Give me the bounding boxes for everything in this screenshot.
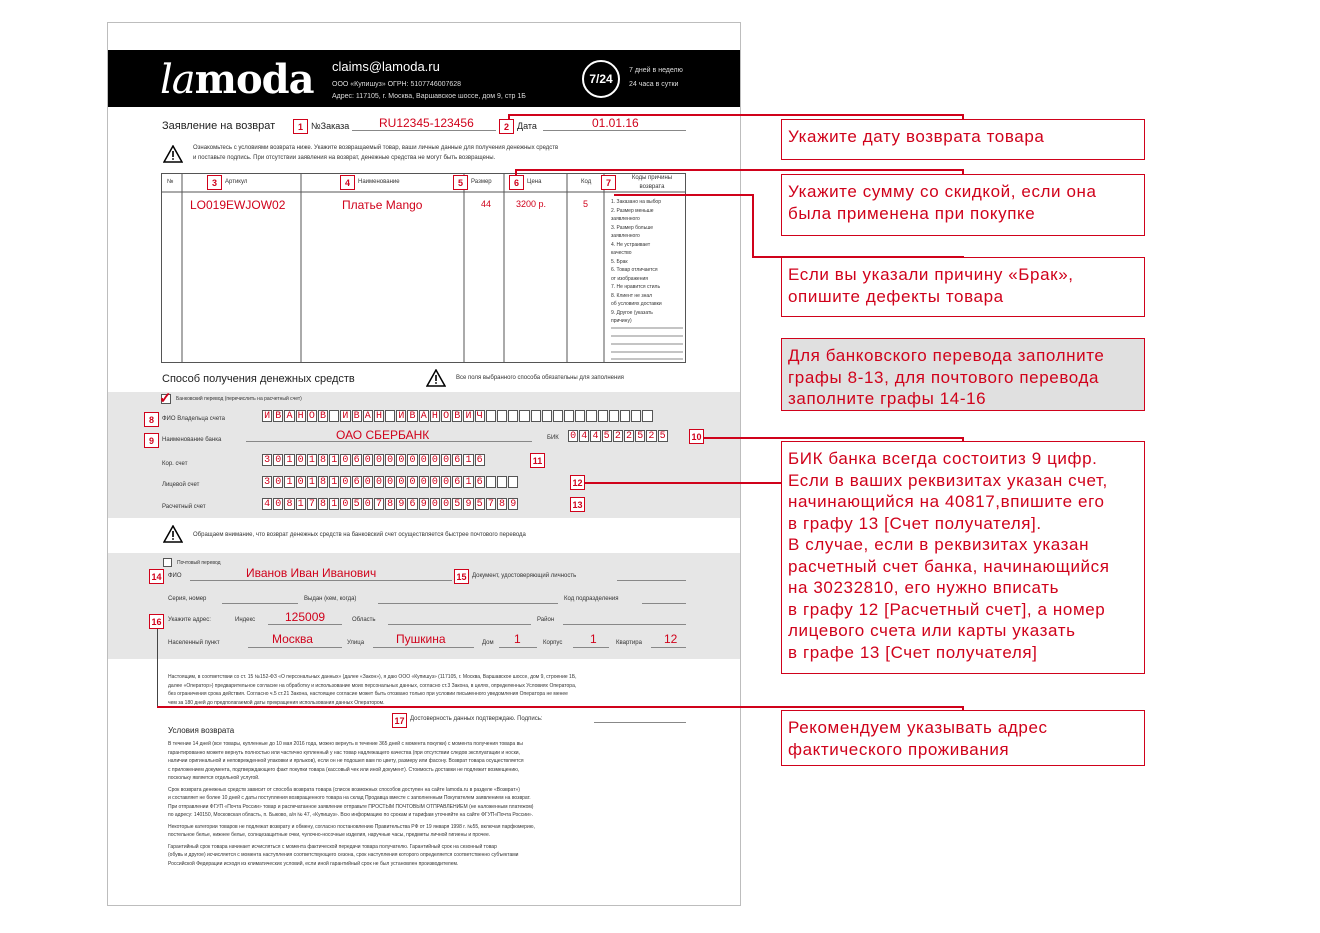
digit-cell[interactable]: 6 [452,454,462,466]
callout-address: Рекомендуем указывать адрес фактического проживания [781,710,1145,766]
marker-5: 5 [453,175,468,190]
marker-3: 3 [207,175,222,190]
notice-line-1: Ознакомьтесь с условиями возврата ниже. Укажите возвращаемый товар, ваши личные данные для получения денежных средств [193,145,559,151]
digit-cell[interactable]: И [463,410,473,422]
building-label: Корпус [543,640,563,646]
date-label: Дата [517,121,537,131]
reason-item: 4. Не устраивает [611,241,651,248]
post-fio-value[interactable]: Иванов Иван Иванович [246,566,377,580]
payment-note: Все поля выбранного способа обязательны для заполнения [456,375,624,381]
digit-cell[interactable] [508,410,518,422]
digit-cell[interactable]: 0 [441,476,451,488]
digit-cell[interactable] [329,410,339,422]
digit-cell[interactable]: 7 [374,498,384,510]
digit-cell[interactable]: 0 [441,498,451,510]
digit-cell[interactable]: В [452,410,462,422]
marker-13: 13 [570,497,585,512]
digit-cell[interactable]: О [441,410,451,422]
row-code[interactable]: 5 [583,199,589,209]
digit-cell[interactable]: 9 [419,498,429,510]
digit-cell[interactable]: 0 [385,476,395,488]
digit-cell[interactable]: 0 [419,454,429,466]
reason-codes-list [611,198,662,326]
digit-cell[interactable]: Ч [475,410,485,422]
digit-cell[interactable]: 1 [329,476,339,488]
company-address: Адрес: 117105, г. Москва, Варшавское шоссе, дом 9, стр 1Б [332,93,526,100]
col-name: Наименование [358,179,400,185]
settlement-account-cells[interactable] [262,498,519,510]
digit-cell[interactable]: Н [374,410,384,422]
postal-transfer-checkbox[interactable] [163,558,172,567]
digit-cell[interactable]: 6 [407,498,417,510]
claims-email: claims@lamoda.ru [332,59,440,74]
warning-icon [163,525,183,543]
issued-label: Выдан (кем, когда) [304,596,357,602]
digit-cell[interactable]: В [352,410,362,422]
digit-cell[interactable]: 4 [590,430,600,442]
callout-date: Укажите дату возврата товара [781,119,1145,160]
marker-17: 17 [392,713,407,728]
condition-line: Срок возврата денежных средств зависит от способа возврата товара (список возможных способов доступен на сайте lamoda.ru в разделе «Возврат») [168,786,520,793]
reason-item: 2. Размер меньше [611,207,654,214]
reason-item: 8. Клиент не знал [611,292,653,299]
digit-cell[interactable]: 5 [452,498,462,510]
corr-account-label: Кор. счет [162,461,188,467]
condition-line: Российской Федерации исходя из климатических условий, если иной гарантийный срок не был установлен производителем. [168,860,459,867]
digit-cell[interactable]: 0 [430,476,440,488]
digit-cell[interactable]: 0 [430,454,440,466]
digit-cell[interactable]: 0 [385,454,395,466]
consent-text: Настоящим, в соответствии со ст. 15 №152-ФЗ «О персональных данных» (далее «Закон»), я даю ООО «Купишуз» (117105, г. Москва, Варшавское шоссе, дом 9, строение 1Б, далее «Оператор») предварительное согласие на обработку и использование моих персональных данных, согласно ст.3 Закона, в целях, определенных Условиях Оператора, без ограничения срока действия. Согласно ч.5 ст.21 Закона, настоящее согласие может быть отозвано только при условии письменного уведомления Оператора не менее чем за 180 дней до предполагаемой даты прекращения использования данных Оператором. [168,674,577,706]
marker-10: 10 [689,429,704,444]
col-article: Артикул [225,179,248,185]
digit-cell[interactable] [575,410,585,422]
digit-cell[interactable]: 3 [262,454,272,466]
digit-cell[interactable]: 1 [296,498,306,510]
order-label: №Заказа [311,121,350,131]
digit-cell[interactable]: 0 [296,476,306,488]
callout-defect: Если вы указали причину «Брак», опишите дефекты товара [781,257,1145,317]
marker-15: 15 [454,569,469,584]
personal-account-cells[interactable] [262,476,519,488]
settlement-account-label: Расчетный счет [162,504,206,510]
digit-cell[interactable]: 0 [273,476,283,488]
digit-cell[interactable]: 0 [273,454,283,466]
digit-cell[interactable] [553,410,563,422]
marker-7: 7 [601,175,616,190]
digit-cell[interactable]: 6 [475,476,485,488]
digit-cell[interactable]: И [340,410,350,422]
condition-line: поскольку является отдельной услугой. [168,775,260,781]
digit-cell[interactable]: 1 [284,476,294,488]
digit-cell[interactable]: 7 [486,498,496,510]
digit-cell[interactable]: 0 [419,476,429,488]
return-conditions-text [168,740,535,868]
condition-line: по адресу: 140150, Московская область, п. Быково, а/я № 47, «Купишуз». Всю информацию по срокам и тарифам уточняйте на сайте ФГУП«Почта России». [168,812,534,818]
row-article[interactable]: LO019EWJOW02 [190,198,286,212]
reason-item: 5. Брак [611,258,628,265]
digit-cell[interactable]: 0 [430,498,440,510]
digit-cell[interactable]: 1 [463,476,473,488]
digit-cell[interactable]: 5 [352,498,362,510]
digit-cell[interactable]: 0 [363,476,373,488]
reason-item: 9. Другое (указать [611,309,653,316]
row-name[interactable]: Платье Mango [342,198,423,212]
marker-1: 1 [293,119,308,134]
bank-transfer-label: Банковский перевод (перечислить на расчетный счет) [176,396,302,402]
digit-cell[interactable] [497,410,507,422]
digit-cell[interactable] [531,410,541,422]
condition-line: гарантированно можете вернуть полностью или частично купленный у нас товар надлежащего качества (при отсутствии следов эксплуатации и носки, [168,749,520,756]
reason-item: заявленного [611,216,640,222]
badge-line-2: 24 часа в сутки [629,81,679,88]
digit-cell[interactable] [497,476,507,488]
digit-cell[interactable] [642,410,652,422]
digit-cell[interactable]: 8 [284,498,294,510]
reason-item: 3. Размер больше [611,224,653,231]
col-reason: Коды причины возврата [631,175,673,190]
condition-line: с приложением документа, подтверждающего факт покупки товара (кассовый чек или иной документ). Стоимость доставки не подлежит возмещению, [168,766,520,773]
flat-label: Квартира [616,640,642,646]
marker-6: 6 [509,175,524,190]
digit-cell[interactable]: 0 [407,454,417,466]
digit-cell[interactable]: А [419,410,429,422]
digit-cell[interactable]: Н [296,410,306,422]
digit-cell[interactable]: 0 [296,454,306,466]
marker-16: 16 [149,614,164,629]
condition-line: и составляет не более 10 дней с даты поступления возвращенного товара на склад Продавца вместе с заполненным Покупателем заявлением на возврат. [168,795,531,801]
digit-cell[interactable]: 9 [508,498,518,510]
reason-item: 1. Заказано на выбор [611,199,661,205]
condition-line: Гарантийный срок товара начинает исчисляться с момента фактической передачи товара получателю. Гарантийный срок на сезонный товар [168,843,497,850]
row-size[interactable]: 44 [481,199,492,209]
digit-cell[interactable]: 6 [352,454,362,466]
digit-cell[interactable]: В [273,410,283,422]
reason-item: качество [611,250,632,256]
digit-cell[interactable]: 3 [262,476,272,488]
digit-cell[interactable]: 0 [407,476,417,488]
bank-check-mark: ✓ [159,390,172,407]
conditions-title: Условия возврата [168,726,235,735]
digit-cell[interactable]: 6 [475,454,485,466]
bank-name-value[interactable]: ОАО СБЕРБАНК [336,428,430,442]
digit-cell[interactable]: 0 [363,454,373,466]
digit-cell[interactable]: В [407,410,417,422]
digit-cell[interactable]: В [318,410,328,422]
digit-cell[interactable]: 8 [497,498,507,510]
street-value[interactable]: Пушкина [396,632,446,646]
city-label: Населенный пункт [168,640,220,646]
digit-cell[interactable]: 1 [284,454,294,466]
digit-cell[interactable]: 0 [340,476,350,488]
support-badge: 7/24 [582,60,620,98]
digit-cell[interactable] [564,410,574,422]
digit-cell[interactable]: 0 [441,454,451,466]
condition-line: При отправлении ФГУП «Почта России» товар и распечатанное заявление отправьте ПРОСТЫМ ПОЧТОВЫМ ОТПРАВЛЕНИЕМ (не наложенным платежом) [168,803,534,810]
street-label: Улица [347,640,365,646]
warning-icon [163,145,183,163]
callout-bik: БИК банка всегда состоитиз 9 цифр. Если в ваших реквизитах указан счет, начинающийся на 40817,впишите его в графу 13 [Счет получателя]. В случае, если в реквизитах указан расчетный счет банка, начинающийся на 30232810, его нужно вписать в графу 12 [Расчетный счет], а номер лицевого счета или карты указать в графе 13 [Счет получателя] [781,441,1145,674]
reason-item: причину) [611,318,632,324]
digit-cell[interactable]: Н [430,410,440,422]
marker-14: 14 [149,569,164,584]
col-number: № [167,179,174,185]
bik-label: БИК [547,435,559,441]
digit-cell[interactable]: 9 [463,498,473,510]
digit-cell[interactable]: 2 [613,430,623,442]
building-value[interactable]: 1 [590,632,597,646]
digit-cell[interactable]: 2 [624,430,634,442]
digit-cell[interactable] [598,410,608,422]
row-price[interactable]: 3200 р. [516,199,547,209]
digit-cell[interactable]: 4 [262,498,272,510]
personal-account-label: Лицевой счет [162,482,200,488]
payment-section-title: Способ получения денежных средств [162,373,355,385]
digit-cell[interactable] [609,410,619,422]
digit-cell[interactable]: 4 [579,430,589,442]
marker-9: 9 [144,433,159,448]
digit-cell[interactable]: А [284,410,294,422]
id-document-label: Документ, удостоверяющий личность [472,573,577,579]
digit-cell[interactable]: 8 [318,498,328,510]
digit-cell[interactable]: 0 [340,454,350,466]
condition-line: Некоторые категории товаров не подлежат возврату и обмену, согласно постановлению Правительства РФ от 19 января 1998 г. №55, включая парфюмерию, [168,823,535,830]
col-code: Код [581,179,592,185]
reason-item: заявленного [611,233,640,239]
digit-cell[interactable] [486,410,496,422]
bik-cells[interactable] [568,430,669,442]
marker-2: 2 [499,119,514,134]
bank-speed-note: Обращаем внимание, что возврат денежных средств на банковский счет осуществляется быстрее почтового перевода [193,532,526,538]
corr-account-cells[interactable] [262,454,486,466]
digit-cell[interactable]: 5 [475,498,485,510]
marker-12: 12 [570,475,585,490]
house-label: Дом [482,640,494,646]
digit-cell[interactable]: 6 [452,476,462,488]
condition-line: наличии оригинальной и неповрежденной упаковки и ярлыков), если он не подошел вам по цвету, размеру или фасону. Возврат товара осуществляется [168,758,524,764]
digit-cell[interactable]: О [307,410,317,422]
digit-cell[interactable]: И [396,410,406,422]
dept-code-label: Код подразделения [564,596,619,602]
callout-fields: Для банковского перевода заполните графы 8-13, для почтового перевода заполните графы 14-16 [781,338,1145,411]
digit-cell[interactable] [486,476,496,488]
digit-cell[interactable]: 0 [396,454,406,466]
post-fio-label: ФИО [168,573,182,579]
order-number-value[interactable]: RU12345-123456 [379,116,474,130]
digit-cell[interactable]: 8 [318,454,328,466]
date-value[interactable]: 01.01.16 [592,116,639,130]
reason-item: 6. Товар отличается [611,267,658,273]
digit-cell[interactable]: 1 [307,454,317,466]
digit-cell[interactable]: 0 [374,476,384,488]
form-title: Заявление на возврат [162,120,276,132]
bank-name-label: Наименование банка [162,437,222,443]
series-label: Серия, номер [168,596,207,602]
digit-cell[interactable] [519,410,529,422]
digit-cell[interactable] [508,476,518,488]
city-value[interactable]: Москва [272,632,313,646]
warning-icon [426,369,446,387]
digit-cell[interactable]: 6 [352,476,362,488]
digit-cell[interactable]: И [262,410,272,422]
digit-cell[interactable]: 7 [307,498,317,510]
owner-label: ФИО Владельца счета [162,416,225,422]
digit-cell[interactable]: 0 [273,498,283,510]
address-label: Укажите адрес: [168,617,211,623]
digit-cell[interactable]: 5 [602,430,612,442]
district-label: Район [537,617,555,623]
digit-cell[interactable] [631,410,641,422]
digit-cell[interactable]: 0 [374,454,384,466]
digit-cell[interactable] [586,410,596,422]
digit-cell[interactable]: 5 [635,430,645,442]
col-size: Размер [471,179,492,185]
condition-line: постельное белье, нижнее белье, солнцезащитные очки, чулочно-носочные изделия, наручные часы, предметы личной гигиены и прочее. [168,832,491,838]
digit-cell[interactable]: 0 [340,498,350,510]
digit-cell[interactable]: А [363,410,373,422]
digit-cell[interactable] [542,410,552,422]
digit-cell[interactable]: 1 [463,454,473,466]
signature-label: Достоверность данных подтверждаю. Подпись: [410,716,543,722]
marker-4: 4 [340,175,355,190]
reason-item: об условиях доставки [611,301,662,307]
postal-transfer-label: Почтовый перевод [177,560,221,566]
notice-line-2: и поставьте подпись. При отсутствии заявления на возврат, денежные средства не могут быть возвращены. [193,155,496,161]
index-value[interactable]: 125009 [285,610,326,624]
digit-cell[interactable]: 0 [396,476,406,488]
region-label: Область [352,617,376,623]
lamoda-header [108,50,740,107]
digit-cell[interactable]: 0 [568,430,578,442]
company-info: ООО «Купишуз» ОГРН: 5107746007628 [332,81,462,88]
digit-cell[interactable]: 8 [318,476,328,488]
digit-cell[interactable]: 0 [363,498,373,510]
badge-line-1: 7 дней в неделю [629,67,683,74]
condition-line: В течение 14 дней (все товары, купленные до 10 мая 2016 года, можно вернуть в течение 365 дней с момента покупки) с момента получения товара вы [168,741,523,747]
digit-cell[interactable]: 2 [646,430,656,442]
col-price: Цена [527,179,542,185]
reason-item: 7. Не нравится стиль [611,284,661,290]
digit-cell[interactable]: 1 [329,454,339,466]
digit-cell[interactable]: 5 [658,430,668,442]
callout-discount: Укажите сумму со скидкой, если она была применена при покупке [781,174,1145,236]
digit-cell[interactable]: 8 [385,498,395,510]
owner-name-cells[interactable] [262,410,654,422]
marker-11: 11 [530,453,545,468]
digit-cell[interactable]: 1 [307,476,317,488]
index-label: Индекс [235,617,256,623]
digit-cell[interactable] [385,410,395,422]
digit-cell[interactable] [620,410,630,422]
condition-line: (обувь и другое) исчисляется с момента наступления соответствующего сезона, срок наступления которого определяется соответственно субъектами [168,852,519,858]
lamoda-logo: lamoda [160,56,314,103]
marker-8: 8 [144,412,159,427]
flat-value[interactable]: 12 [664,632,678,646]
digit-cell[interactable]: 1 [329,498,339,510]
digit-cell[interactable]: 9 [396,498,406,510]
house-value[interactable]: 1 [514,632,521,646]
reason-item: от изображения [611,275,648,282]
